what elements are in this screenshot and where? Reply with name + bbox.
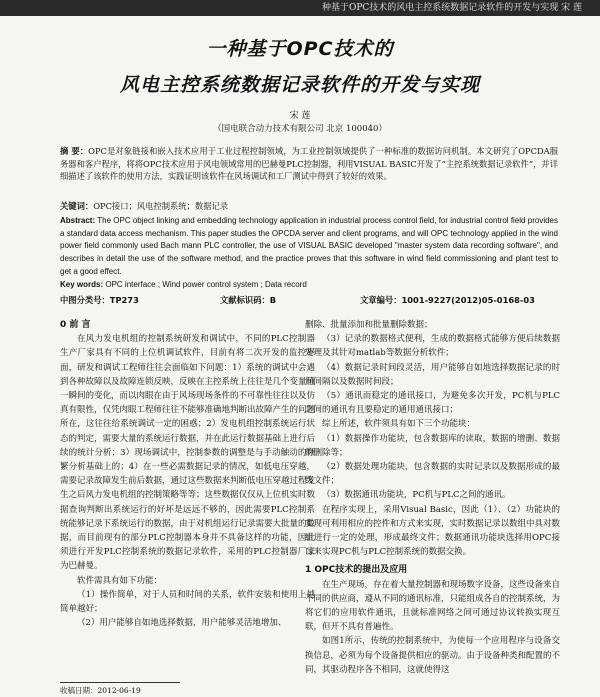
paragraph: （4）数据记录时间段灵活，用户能够自如地选择数据记录的时间间隔以及数据时间段； [305,362,560,387]
running-title: 种基于OPC技术的风电主控系统数据记录软件的开发与实现 宋 莲 [321,3,582,13]
paragraph: （2）用户能够自如地选择数据，用户能够灵活地增加、 [77,618,287,629]
paragraph: 在风力发电机组的控制系统研发和调试中，不同的PLC控制器生产厂家具有不同的上位机调试软件，目前有将二次开发的监控界面，研发和调试工程师往往会面临如下问题：1）系统的调试中会遇到各种故障以及故障连锁反映，反映在主控系统上往往是几个变量值一瞬间的变化，而以肉眼在由于风场现场条件的不可靠性往往以及仿真有限性，仅凭肉眼工程师往往不能够准确地判断出故障产生的问题所在，这往往给系统调试一定的困惑；2）发电机组控制系统运行状态的判定，需要大量的系统运行数据，并在此运行数据基础上进行后续的统计分析；3）现场调试中，控制参数的调整是与手动触动的频繁分析基础上的；4）在一些必需数据记录的情况，如低电压穿越，需要记录故障发生前后数据，通过这些数据来判断低电压穿越过程发生之后风力发电机组的控制策略等等；这些数据仅仅从上位机实时数据查询判断出系统运行的好坏是远远不够的，因此需要PLC控制系统能够记录下系统运行的数据，由于对机组运行记录需要大批量的数据，而目前现有的部分PLC控制器本身并不具备这样的功能，因此须进行开发PLC控制系统的数据记录软件，采用的PLC控制器厂家为巴赫曼。 [60,334,316,572]
paragraph: 在程序实现上，采用Visual Basic，因此（1）、（2）功能块的实现可利用相应的控件和方式来实现，实时数据记录以数组中具对数组进行一定的处理，形成最终文件；数据通讯功能块选择用OPC接口来实现PC机与PLC控制系统的数据交换。 [305,504,561,558]
section-heading-introduction: 0 前 言 [60,320,91,330]
abstract-cn-label: 摘 要： [60,146,89,156]
paragraph: 在生产现场，存在着大量控制器和现场数字设备，这些设备来自不同的供应商，遵从不同的通讯标准，只能组成各自的控制系统，为将它们的应用软件通讯，且就标准网络之间可通过协议转换实现互联，但开不具有普遍性。 [305,579,561,633]
abstract-cn [60,145,558,183]
paragraph: （1）操作简单，对于人员和时间的关系，软件安装和使用上越简单越好； [60,589,315,615]
abstract-en [60,215,558,279]
paper-title-line2: 风电主控系统数据记录软件的开发与实现 [119,74,480,96]
keywords-en-label: Key words: [60,280,104,289]
article-id-value: 1001-9227(2012)05-0168-03 [401,295,535,305]
clc-label: 中图分类号： [60,295,110,305]
received-date: 收稿日期：2012-06-19 [60,686,141,695]
paragraph: 删除、批量添加和批量删除数据； [305,320,433,330]
section-heading-opc: 1 OPC技术的提出及应用 [305,565,408,576]
left-column [60,318,315,630]
keywords-cn [60,200,558,212]
paragraph: 如图1所示，传统的控制系统中，为使每一个应用程序与设备交换信息，必须为每个设备提供相应的驱动。由于设备种类和配置的不同，其驱动程序各不相同，这就使得这 [305,636,561,675]
affiliation: （国电联合动力技术有限公司 北京 100040） [213,124,387,134]
right-column [305,318,560,677]
paragraph: （1）数据操作功能块，包含数据库的读取，数据的增删、数据的删除等； [305,433,560,458]
doc-code [220,294,276,306]
abstract-en-label: Abstract: [60,216,96,225]
article-id [360,294,535,306]
paragraph: （2）数据处理功能块，包含数据的实时记录以及数据形成的最终文件； [305,462,560,487]
paper-title-line1: 一种基于OPC技术的 [206,38,394,60]
keywords-en-text: OPC interface ; Wind power control system ; Data record [105,280,307,289]
paragraph: （3）记录的数据格式便利，生成的数据格式能够方便后续数据处理及其针对matlab等数据分析软件； [305,334,560,359]
article-id-label: 文章编号： [360,295,402,305]
paragraph: （5）通讯而稳定的通讯接口，为避免多次开发，PC机与PLC之间的通讯有且要稳定的通用通讯接口； [305,391,560,416]
clc-value: TP273 [109,295,139,305]
keywords-cn-label: 关键词： [60,201,94,211]
paragraph: 软件需具有如下功能： [77,575,163,586]
doc-code-label: 文献标识码： [220,295,270,305]
paragraph: 综上所述，软件须具有如下三个功能块： [322,419,476,430]
running-header [0,0,600,16]
doc-code-value: B [269,295,277,305]
keywords-en [60,280,558,289]
abstract-en-text: The OPC object linking and embedding technology application in industrial process control field, for industrial control field provides a standard data access mechanism. This paper studies the OPCDA server and client programs, and will OPC technology applied in the wind power field commonly used Bach mann PLC controller, the use of VISUAL BASIC developed "master system data recording software", and describes in detail the use of the software method, and the practice proves that this software in wind field commissioning and plant test to get a good effect. [60,216,558,276]
footnote-divider [60,682,180,683]
keywords-cn-text: OPC接口；风电控制系统；数据记录 [93,201,229,211]
author: 宋 莲 [289,111,311,121]
paragraph: （3）数据通讯功能块，PC机与PLC之间的通讯。 [322,490,511,501]
abstract-cn-text: OPC是对象链接和嵌入技术应用于工业过程控制领域，为工业控制领域提供了一种标准的数据访问机制。本文研究了OPCDA服务器和客户程序，将将OPC技术应用于风电领域常用的巴赫曼PLC控制器，利用VISUAL BASIC开发了“主控系统数据记录软件”，并详细描述了该软件的使用方法，实践证明该软件在风场调试和工厂测试中得到了较好的效果。 [60,146,558,182]
clc-number [60,294,139,306]
